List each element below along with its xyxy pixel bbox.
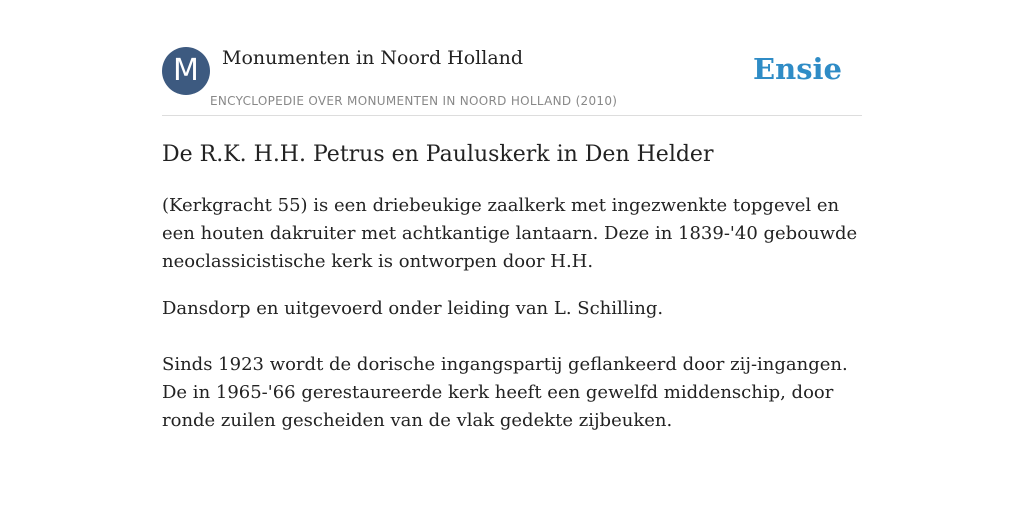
page-container — [162, 0, 862, 512]
source-avatar[interactable]: M — [162, 47, 210, 95]
article-paragraph-3: Sinds 1923 wordt de dorische ingangspartij geflankeerd door zij-ingangen. De in 1965-'66 gerestaureerde kerk heeft een gewelfd middenschip, door ronde zuilen gescheiden van de vlak gedekte zijbeuken. — [162, 354, 848, 431]
article-paragraph-2: Dansdorp en uitgevoerd onder leiding van L. Schilling. — [162, 298, 664, 319]
ensie-logo[interactable]: Ensie — [753, 52, 842, 86]
source-subtitle: ENCYCLOPEDIE OVER MONUMENTEN IN NOORD HOLLAND (2010) — [210, 94, 618, 108]
source-title-link[interactable]: Monumenten in Noord Holland — [222, 47, 524, 69]
article-title: De R.K. H.H. Petrus en Pauluskerk in Den Helder — [162, 142, 714, 167]
article-paragraph-1: (Kerkgracht 55) is een driebeukige zaalkerk met ingezwenkte topgevel en een houten dakruiter met achtkantige lantaarn. Deze in 1839-'40 gebouwde neoclassicistische kerk is ontworpen door H.H. — [162, 195, 858, 272]
source-header — [162, 0, 862, 116]
